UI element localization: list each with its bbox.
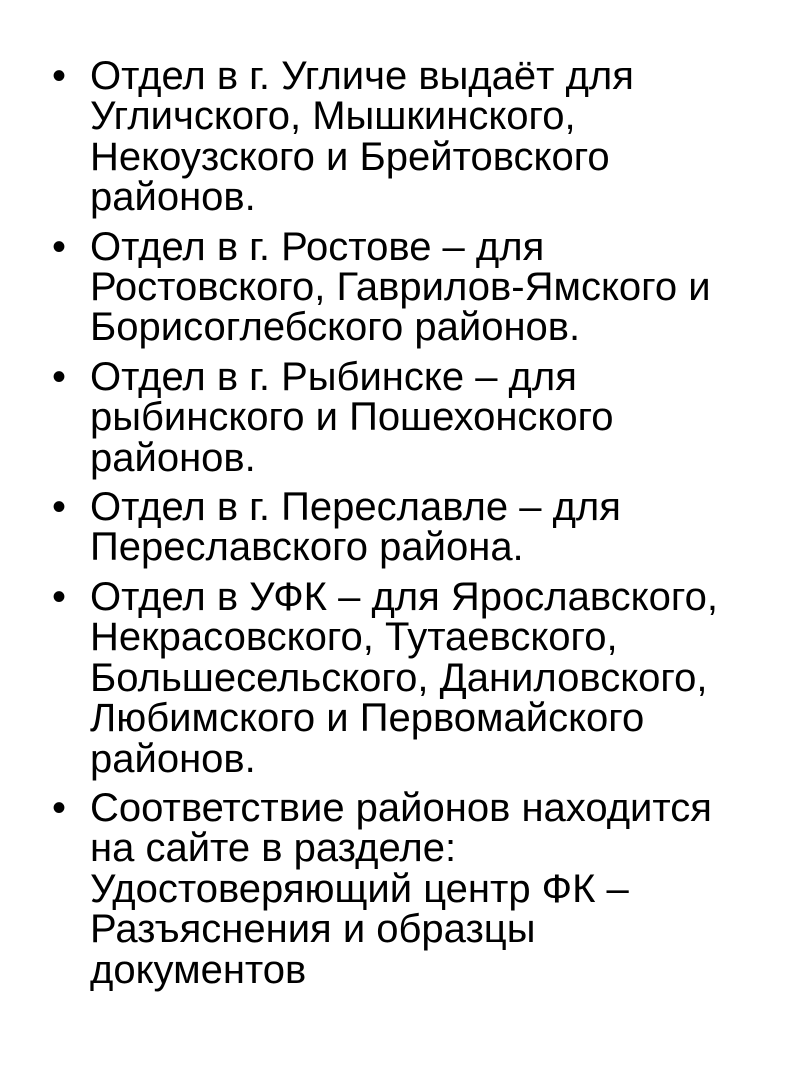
- bullet-icon: •: [52, 224, 67, 269]
- bullet-icon: •: [52, 574, 67, 619]
- list-item-text: Соответствие районов находится на сайте в разделе: Удостоверяющий центр ФК – Разъяснения и образцы документов: [90, 785, 712, 992]
- bullet-icon: •: [52, 485, 67, 530]
- list-item: [52, 487, 752, 568]
- list-item-text: Отдел в г. Ростове – для Ростовского, Гаврилов-Ямского и Борисоглебского районов.: [90, 224, 711, 350]
- list-item: [52, 354, 752, 480]
- bullet-icon: •: [52, 54, 67, 98]
- list-item-text: Отдел в г. Угличе выдаёт для Угличского, Мышкинского, Некоузского и Брейтовского районов.: [90, 54, 634, 220]
- list-item: [52, 56, 752, 218]
- list-item: [52, 574, 752, 781]
- list-item: [52, 785, 752, 992]
- list-item-text: Отдел в г. Переславле – для Переславского района.: [90, 485, 621, 570]
- list-item-text: Отдел в г. Рыбинске – для рыбинского и Пошехонского районов.: [90, 354, 614, 480]
- bullet-list: [52, 56, 752, 999]
- list-item-text: Отдел в УФК – для Ярославского, Некрасовского, Тутаевского, Большесельского, Даниловского, Любимского и Первомайского районов.: [90, 574, 718, 781]
- bullet-icon: •: [52, 354, 67, 399]
- bullet-icon: •: [52, 785, 67, 830]
- list-item: [52, 224, 752, 350]
